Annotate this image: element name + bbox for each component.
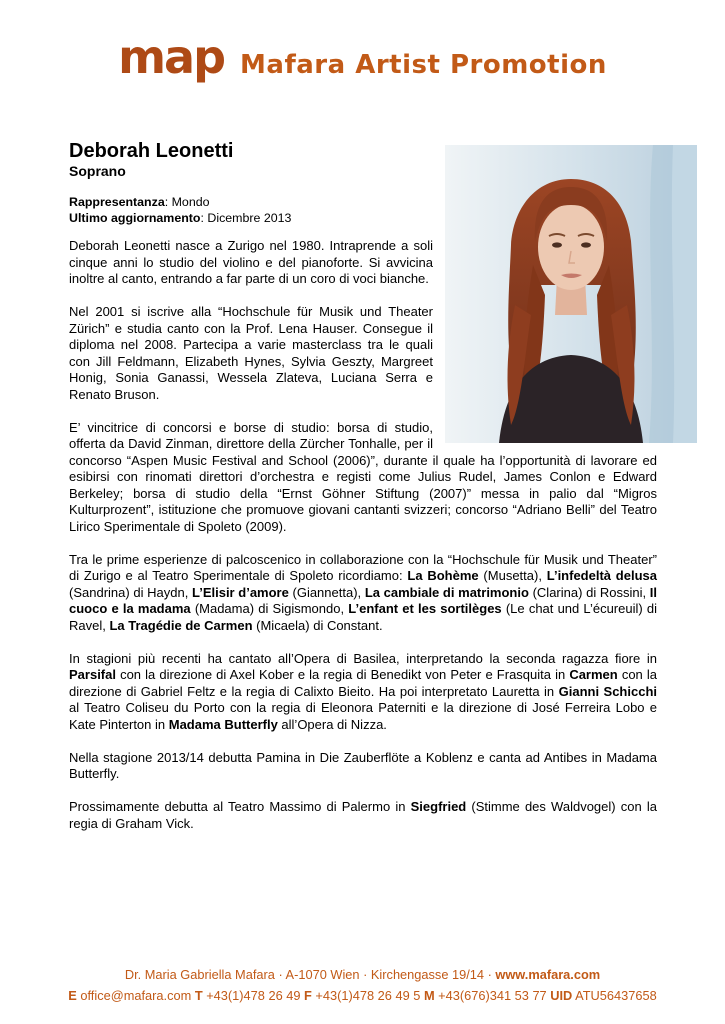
bio-paragraph-1: Deborah Leonetti nasce a Zurigo nel 1980. Intraprende a soli cinque anni lo studio del violino e del pianoforte. Si avvicina inoltre al canto, entrando a far parte di un coro di voci bianche. <box>69 238 433 286</box>
representation-line: Rappresentanza: Mondo <box>69 195 210 209</box>
artist-name: Deborah Leonetti <box>69 140 234 162</box>
portrait-photo <box>445 145 697 443</box>
bio-content <box>69 140 657 832</box>
bio-paragraph-2: Nel 2001 si iscrive alla “Hochschule für Musik und Theater Zürich” e studia canto con la Prof. Lena Hauser. Consegue il diploma nel 2008. Partecipa a varie masterclass tra le quali con Jill Feldmann, Elizabeth Hynes, Sylvia Geszty, Margreet Honig, Sonia Ganassi, Wessela Zlateva, Luciana Serra e Renato Bruson. <box>69 304 433 402</box>
footer-contact-line: E office@mafara.com T +43(1)478 26 49 F +43(1)478 26 49 5 M +43(676)341 53 77 UID ATU56437658 <box>68 988 657 1003</box>
brand-tagline: Mafara Artist Promotion <box>240 50 607 80</box>
page-footer <box>0 964 725 1006</box>
brand-header <box>0 30 725 84</box>
bio-paragraph-6: Nella stagione 2013/14 debutta Pamina in Die Zauberflöte a Koblenz e canta ad Antibes in Madama Butterfly. <box>69 749 657 781</box>
bio-paragraph-3: E’ vincitrice di concorsi e borse di studio: borsa di studio, offerta da David Zinman, direttore della Zürcher Tonhalle, per il concorso “Aspen Music Festival and School (2006)”, durante il quale ha l’opportunità di lavorare ed esibirsi con rinomati direttori d’orchestra e registi come Julius Rudel, James Conlon e Edward Berkeley; borsa di studio della “Ernst Göhner Stiftung (2007)” messa in palio dal “Migros Kulturprozent”, istituzione che promuove giovani cantanti svizzeri; concorso “Adriano Belli” del Teatro Lirico Sperimentale di Spoleto (2009). <box>69 419 657 534</box>
bio-paragraph-7: Prossimamente debutta al Teatro Massimo di Palermo in Siegfried (Stimme des Waldvogel) con la regia di Graham Vick. <box>69 799 657 831</box>
bio-paragraph-4: Tra le prime esperienze di palcoscenico in collaborazione con la “Hochschule für Musik und Theater” di Zurigo e al Teatro Sperimentale di Spoleto ricordiamo: La Bohème (Musetta), L’infedeltà delusa (Sandrina) di Haydn, L’Elisir d’amore (Giannetta), La cambiale di matrimonio (Clarina) di Rossini, Il cuoco e la madama (Madama) di Sigismondo, L’enfant et les sortilèges (Le chat und L’écureuil) di Ravel, La Tragédie de Carmen (Micaela) di Constant. <box>69 551 657 633</box>
last-updated-line: Ultimo aggiornamento: Dicembre 2013 <box>69 211 292 225</box>
portrait-illustration <box>445 145 697 443</box>
map-logo: map <box>118 30 225 84</box>
bio-paragraph-5: In stagioni più recenti ha cantato all’Opera di Basilea, interpretando la seconda ragazza fiore in Parsifal con la direzione di Axel Kober e la regia di Benedikt von Peter e Frasquita in Carmen con la direzione di Gabriel Feltz e la regia di Calixto Bieito. Ha poi interpretato Lauretta in Gianni Schicchi al Teatro Coliseu du Porto con la regia di Eleonora Paterniti e la direzione di José Ferreira Lobo e Kate Pinterton in Madama Butterfly all’Opera di Nizza. <box>69 650 657 732</box>
footer-address-line: Dr. Maria Gabriella Mafara · A-1070 Wien · Kirchengasse 19/14 · www.mafara.com <box>124 967 601 982</box>
artist-role: Soprano <box>69 163 126 179</box>
